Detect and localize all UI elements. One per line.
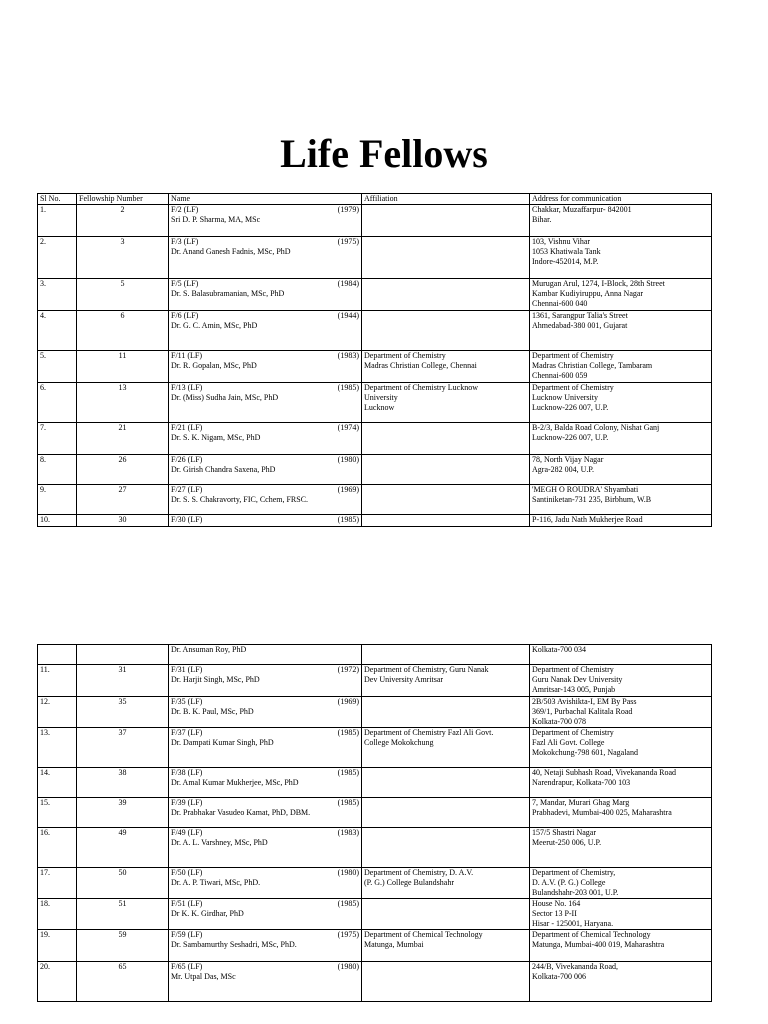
fellow-name: Sri D. P. Sharma, MA, MSc (171, 215, 261, 224)
table-row (38, 697, 712, 728)
address-line: D. A.V. (P. G.) College (532, 878, 606, 887)
address-cell (530, 205, 712, 237)
fellow-name: Dr. A. P. Tiwari, MSc, PhD. (171, 878, 261, 887)
fellow-id-line (171, 665, 359, 675)
table-row (38, 828, 712, 868)
affiliation-cell (362, 237, 530, 279)
header-address: Address for communication (530, 194, 712, 205)
address-line: Lucknow University (532, 393, 598, 402)
fellow-id-line (171, 828, 359, 838)
table-row (38, 645, 712, 665)
sl-no-cell: 12. (38, 697, 77, 728)
address-line: Sector 13 P-II (532, 909, 577, 918)
address-line: Chennai-600 040 (532, 299, 588, 308)
affiliation-cell (362, 383, 530, 423)
fellow-id-line (171, 768, 359, 778)
header-sl-no: Sl No. (38, 194, 77, 205)
address-line: Meerut-250 006, U.P. (532, 838, 602, 847)
address-line: 244/B, Vivekananda Road, (532, 962, 619, 971)
address-line: Agra-282 004, U.P. (532, 465, 594, 474)
address-line: 'MEGH O ROUDRA' Shyambati (532, 485, 639, 494)
affiliation-cell (362, 205, 530, 237)
fellow-id-line (171, 899, 359, 909)
fellow-name: Dr. G. C. Amin, MSc, PhD (171, 321, 258, 330)
fellow-name: Dr. (Miss) Sudha Jain, MSc, PhD (171, 393, 279, 402)
fellow-id-line (171, 962, 359, 972)
fellowship-number-cell: 21 (77, 423, 169, 455)
fellows-table-lower (37, 644, 712, 1002)
address-line: Department of Chemistry (532, 728, 614, 737)
fellow-name: Dr. S. K. Nigam, MSc, PhD (171, 433, 261, 442)
fellow-name: Dr. S. S. Chakravorty, FIC, Cchem, FRSC. (171, 495, 309, 504)
name-cell (169, 205, 362, 237)
fellow-id-line (171, 237, 359, 247)
address-cell (530, 697, 712, 728)
address-line: Department of Chemistry (532, 665, 614, 674)
affiliation-cell (362, 279, 530, 311)
table-row (38, 279, 712, 311)
name-cell (169, 645, 362, 665)
address-cell (530, 768, 712, 798)
address-line: 103, Vishnu Vihar (532, 237, 591, 246)
address-line: Murugan Arul, 1274, I-Block, 28th Street (532, 279, 665, 288)
address-cell (530, 383, 712, 423)
fellow-id-line (171, 279, 359, 289)
affiliation-line: Department of Chemistry (364, 351, 446, 360)
affiliation-line: Department of Chemistry, D. A.V. (364, 868, 474, 877)
fellows-table-lower-body (38, 645, 712, 1002)
fellow-id: F/11 (LF) (171, 351, 203, 360)
affiliation-cell (362, 515, 530, 527)
address-line: Prabhadevi, Mumbai-400 025, Maharashtra (532, 808, 672, 817)
name-cell (169, 455, 362, 485)
sl-no-cell: 2. (38, 237, 77, 279)
fellow-year: (1972) (337, 665, 359, 674)
address-line: 78, North Vijay Nagar (532, 455, 604, 464)
table-row (38, 485, 712, 515)
fellowship-number-cell: 13 (77, 383, 169, 423)
affiliation-cell (362, 768, 530, 798)
fellow-year: (1944) (337, 311, 359, 320)
address-line: 157/5 Shastri Nagar (532, 828, 596, 837)
fellowship-number-cell: 27 (77, 485, 169, 515)
sl-no-cell: 8. (38, 455, 77, 485)
address-cell (530, 485, 712, 515)
fellowship-number-cell: 39 (77, 798, 169, 828)
fellow-name: Dr. A. L. Varshney, MSc, PhD (171, 838, 268, 847)
affiliation-cell (362, 930, 530, 962)
affiliation-cell (362, 728, 530, 768)
fellow-id-line (171, 728, 359, 738)
name-cell (169, 768, 362, 798)
affiliation-cell (362, 351, 530, 383)
fellow-year: (1985) (337, 798, 359, 807)
address-line: 1361, Sarangpur Talia's Street (532, 311, 628, 320)
fellowship-number-cell: 49 (77, 828, 169, 868)
address-line: Chennai-600 059 (532, 371, 588, 380)
fellowship-number-cell: 65 (77, 962, 169, 1002)
address-line: Department of Chemistry (532, 383, 614, 392)
table-row (38, 798, 712, 828)
affiliation-cell (362, 828, 530, 868)
fellow-id-line (171, 930, 359, 940)
address-line: 2B/503 Avishikta-I, EM By Pass (532, 697, 637, 706)
table-row (38, 311, 712, 351)
fellow-id: F/5 (LF) (171, 279, 199, 288)
fellow-id: F/31 (LF) (171, 665, 203, 674)
name-cell (169, 728, 362, 768)
name-cell (169, 279, 362, 311)
table-row (38, 515, 712, 527)
sl-no-cell: 19. (38, 930, 77, 962)
fellow-id: F/50 (LF) (171, 868, 203, 877)
fellow-name: Dr. Prabhakar Vasudeo Kamat, PhD, DBM. (171, 808, 311, 817)
sl-no-cell: 16. (38, 828, 77, 868)
address-cell (530, 311, 712, 351)
fellow-name: Dr. Girish Chandra Saxena, PhD (171, 465, 276, 474)
sl-no-cell: 4. (38, 311, 77, 351)
table-row (38, 205, 712, 237)
fellow-name: Dr. Amal Kumar Mukherjee, MSc, PhD (171, 778, 299, 787)
sl-no-cell: 10. (38, 515, 77, 527)
fellow-year: (1980) (337, 962, 359, 971)
address-line: Kolkata-700 034 (532, 645, 586, 654)
fellow-name: Mr. Utpal Das, MSc (171, 972, 236, 981)
fellow-id: F/3 (LF) (171, 237, 199, 246)
affiliation-cell (362, 665, 530, 697)
address-line: 369/1, Purbachal Kalitala Road (532, 707, 633, 716)
fellows-table-upper-body (38, 205, 712, 527)
fellow-id: F/49 (LF) (171, 828, 203, 837)
fellow-id: F/13 (LF) (171, 383, 203, 392)
address-line: 1053 Khatiwala Tank (532, 247, 601, 256)
fellow-year: (1975) (337, 237, 359, 246)
affiliation-cell (362, 962, 530, 1002)
fellow-id: F/59 (LF) (171, 930, 203, 939)
affiliation-cell (362, 311, 530, 351)
header-name: Name (169, 194, 362, 205)
fellow-id: F/21 (LF) (171, 423, 203, 432)
fellowship-number-cell: 2 (77, 205, 169, 237)
address-line: Narendrapur, Kolkata-700 103 (532, 778, 631, 787)
address-line: B-2/3, Balda Road Colony, Nishat Ganj (532, 423, 660, 432)
affiliation-line: Matunga, Mumbai (364, 940, 424, 949)
fellowship-number-cell: 30 (77, 515, 169, 527)
table-header-row (38, 194, 712, 205)
table-row (38, 665, 712, 697)
fellow-id-line (171, 515, 359, 525)
address-cell (530, 868, 712, 899)
table-row (38, 728, 712, 768)
table-row (38, 455, 712, 485)
fellowship-number-cell: 6 (77, 311, 169, 351)
fellow-year: (1969) (337, 697, 359, 706)
fellow-name: Dr. Dampati Kumar Singh, PhD (171, 738, 274, 747)
address-cell (530, 351, 712, 383)
sl-no-cell: 15. (38, 798, 77, 828)
table-row (38, 237, 712, 279)
fellowship-number-cell: 37 (77, 728, 169, 768)
name-cell (169, 930, 362, 962)
fellow-name: Dr K. K. Girdhar, PhD (171, 909, 244, 918)
address-line: Kolkata-700 078 (532, 717, 586, 726)
fellow-name: Dr. R. Gopalan, MSc, PhD (171, 361, 257, 370)
sl-no-cell: 11. (38, 665, 77, 697)
table-row (38, 868, 712, 899)
fellow-year: (1985) (337, 768, 359, 777)
table-row (38, 930, 712, 962)
address-line: Bulandshahr-203 001, U.P. (532, 888, 619, 897)
fellows-table-upper (37, 193, 712, 527)
fellowship-number-cell: 3 (77, 237, 169, 279)
fellow-name: Dr. Anand Ganesh Fadnis, MSc, PhD (171, 247, 291, 256)
address-line: Santiniketan-731 235, Birbhum, W.B (532, 495, 652, 504)
sl-no-cell: 3. (38, 279, 77, 311)
page-title: Life Fellows (280, 131, 488, 176)
address-line: Department of Chemical Technology (532, 930, 651, 939)
fellow-id: F/26 (LF) (171, 455, 203, 464)
address-cell (530, 237, 712, 279)
name-cell (169, 798, 362, 828)
fellow-id: F/51 (LF) (171, 899, 203, 908)
fellow-name: Dr. B. K. Paul, MSc, PhD (171, 707, 254, 716)
sl-no-cell: 18. (38, 899, 77, 930)
name-cell (169, 868, 362, 899)
fellowship-number-cell: 50 (77, 868, 169, 899)
fellowship-number-cell: 38 (77, 768, 169, 798)
address-line: Fazl Ali Govt. College (532, 738, 605, 747)
fellow-id-line (171, 423, 359, 433)
address-line: Lucknow-226 007, U.P. (532, 433, 609, 442)
affiliation-cell (362, 645, 530, 665)
address-cell (530, 455, 712, 485)
affiliation-line: University (364, 393, 398, 402)
fellow-id: F/30 (LF) (171, 515, 203, 524)
sl-no-cell: 5. (38, 351, 77, 383)
fellow-id: F/39 (LF) (171, 798, 203, 807)
affiliation-line: Department of Chemistry, Guru Nanak (364, 665, 489, 674)
address-line: Kolkata-700 006 (532, 972, 586, 981)
fellowship-number-cell: 5 (77, 279, 169, 311)
address-line: P-116, Jadu Nath Mukherjee Road (532, 515, 643, 524)
fellow-year: (1985) (337, 515, 359, 524)
fellow-id-line (171, 485, 359, 495)
fellowship-number-cell: 59 (77, 930, 169, 962)
header-fellowship-number: Fellowship Number (77, 194, 169, 205)
affiliation-line: (P. G.) College Bulandshahr (364, 878, 454, 887)
affiliation-cell (362, 899, 530, 930)
name-cell (169, 485, 362, 515)
name-cell (169, 351, 362, 383)
fellow-id-line (171, 351, 359, 361)
affiliation-cell (362, 697, 530, 728)
fellow-year: (1979) (337, 205, 359, 214)
address-cell (530, 645, 712, 665)
address-line: Kambar Kudiyiruppu, Anna Nagar (532, 289, 644, 298)
address-line: Department of Chemistry (532, 351, 614, 360)
fellow-year: (1985) (337, 383, 359, 392)
address-line: Hisar - 125001, Haryana. (532, 919, 614, 928)
fellow-year: (1969) (337, 485, 359, 494)
table-row (38, 383, 712, 423)
address-cell (530, 930, 712, 962)
address-cell (530, 899, 712, 930)
fellow-name: Dr. Harjit Singh, MSc, PhD (171, 675, 260, 684)
sl-no-cell: 14. (38, 768, 77, 798)
affiliation-cell (362, 485, 530, 515)
address-cell (530, 828, 712, 868)
fellow-year: (1984) (337, 279, 359, 288)
fellow-year: (1985) (337, 728, 359, 737)
table-row (38, 899, 712, 930)
fellow-id: F/38 (LF) (171, 768, 203, 777)
fellowship-number-cell: 35 (77, 697, 169, 728)
address-cell (530, 423, 712, 455)
fellowship-number-cell: 51 (77, 899, 169, 930)
affiliation-cell (362, 423, 530, 455)
address-line: 40, Netaji Subhash Road, Vivekananda Road (532, 768, 677, 777)
address-line: Guru Nanak Dev University (532, 675, 623, 684)
fellow-year: (1980) (337, 455, 359, 464)
fellow-year: (1975) (337, 930, 359, 939)
fellow-id-line (171, 798, 359, 808)
name-cell (169, 383, 362, 423)
fellow-year: (1974) (337, 423, 359, 432)
fellow-year: (1983) (337, 828, 359, 837)
table-row (38, 768, 712, 798)
sl-no-cell: 17. (38, 868, 77, 899)
affiliation-line: College Mokokchung (364, 738, 434, 747)
address-cell (530, 728, 712, 768)
fellow-id: F/37 (LF) (171, 728, 203, 737)
table-row (38, 423, 712, 455)
affiliation-cell (362, 798, 530, 828)
fellow-id-line (171, 311, 359, 321)
name-cell (169, 665, 362, 697)
fellow-year: (1985) (337, 899, 359, 908)
affiliation-line: Department of Chemistry Fazl Ali Govt. (364, 728, 494, 737)
fellow-id-line (171, 455, 359, 465)
address-line: House No. 164 (532, 899, 581, 908)
address-cell (530, 279, 712, 311)
table-row (38, 351, 712, 383)
fellow-name: Dr. Sambamurthy Seshadri, MSc, PhD. (171, 940, 297, 949)
name-cell (169, 423, 362, 455)
sl-no-cell: 7. (38, 423, 77, 455)
sl-no-cell: 13. (38, 728, 77, 768)
fellow-year: (1983) (337, 351, 359, 360)
fellowship-number-cell: 26 (77, 455, 169, 485)
address-line: Bihar. (532, 215, 552, 224)
name-cell (169, 828, 362, 868)
affiliation-line: Dev University Amritsar (364, 675, 444, 684)
sl-no-cell: 20. (38, 962, 77, 1002)
address-line: Matunga, Mumbai-400 019, Maharashtra (532, 940, 665, 949)
fellow-id-line (171, 697, 359, 707)
address-line: Ahmedabad-380 001, Gujarat (532, 321, 628, 330)
name-cell (169, 237, 362, 279)
name-cell (169, 697, 362, 728)
header-affiliation: Affiliation (362, 194, 530, 205)
fellow-id: F/2 (LF) (171, 205, 199, 214)
affiliation-cell (362, 455, 530, 485)
fellow-id: F/6 (LF) (171, 311, 199, 320)
address-cell (530, 962, 712, 1002)
address-line: Mokokchung-798 601, Nagaland (532, 748, 638, 757)
fellow-id-line (171, 205, 359, 215)
address-line: Madras Christian College, Tambaram (532, 361, 653, 370)
fellow-name: Dr. Ansuman Roy, PhD (171, 645, 247, 654)
sl-no-cell (38, 645, 77, 665)
affiliation-line: Department of Chemistry Lucknow (364, 383, 478, 392)
name-cell (169, 311, 362, 351)
sl-no-cell: 9. (38, 485, 77, 515)
fellow-year: (1980) (337, 868, 359, 877)
fellow-id: F/27 (LF) (171, 485, 203, 494)
fellow-id-line (171, 868, 359, 878)
sl-no-cell: 1. (38, 205, 77, 237)
fellow-id-line (171, 383, 359, 393)
address-line: Indore-452014, M.P. (532, 257, 599, 266)
address-line: Department of Chemistry, (532, 868, 616, 877)
name-cell (169, 899, 362, 930)
address-cell (530, 798, 712, 828)
fellow-name: Dr. S. Balasubramanian, MSc, PhD (171, 289, 285, 298)
table-row (38, 962, 712, 1002)
affiliation-line: Department of Chemical Technology (364, 930, 483, 939)
address-line: Chakkar, Muzaffarpur- 842001 (532, 205, 632, 214)
address-line: 7, Mandar, Murari Ghag Marg (532, 798, 630, 807)
address-line: Lucknow-226 007, U.P. (532, 403, 609, 412)
fellowship-number-cell (77, 645, 169, 665)
affiliation-line: Lucknow (364, 403, 395, 412)
sl-no-cell: 6. (38, 383, 77, 423)
affiliation-cell (362, 868, 530, 899)
fellow-id: F/35 (LF) (171, 697, 203, 706)
fellow-id: F/65 (LF) (171, 962, 203, 971)
address-line: Amritsar-143 005, Punjab (532, 685, 616, 694)
fellowship-number-cell: 31 (77, 665, 169, 697)
address-cell (530, 665, 712, 697)
address-cell (530, 515, 712, 527)
affiliation-line: Madras Christian College, Chennai (364, 361, 477, 370)
name-cell (169, 515, 362, 527)
fellowship-number-cell: 11 (77, 351, 169, 383)
name-cell (169, 962, 362, 1002)
